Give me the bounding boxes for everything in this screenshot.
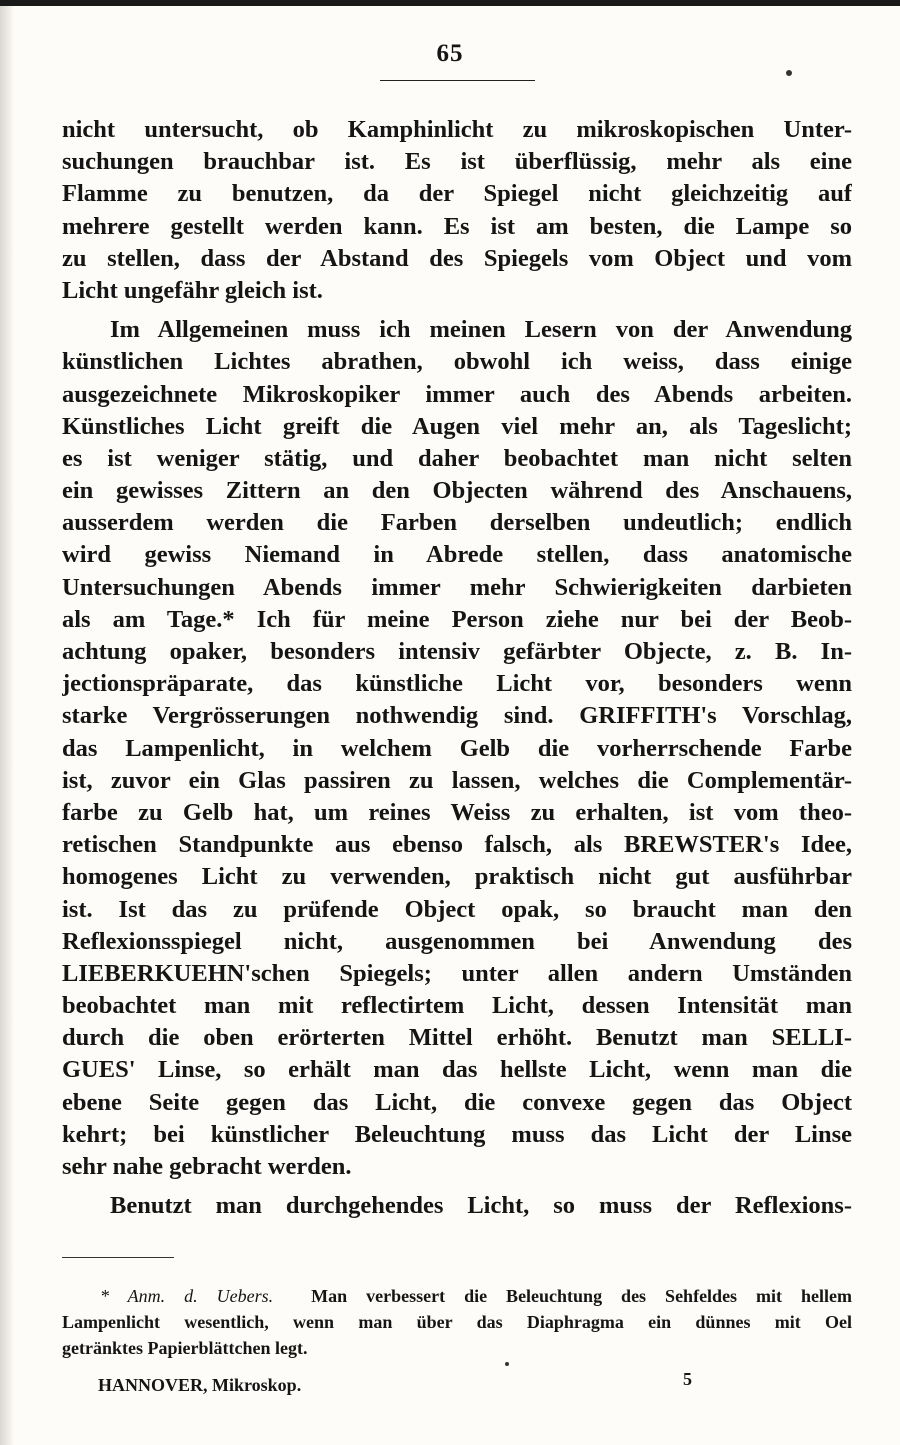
header-rule bbox=[380, 80, 535, 81]
text-line: achtung opaker, besonders intensiv gefärbter Objecte, z. B. In- bbox=[62, 638, 852, 665]
text-line: retischen Standpunkte aus ebenso falsch, als BREWSTER's Idee, bbox=[62, 831, 852, 859]
footnote-line bbox=[62, 1283, 852, 1309]
footnote bbox=[62, 1283, 852, 1361]
text-line: Künstliches Licht greift die Augen viel mehr an, als Tageslicht; bbox=[62, 412, 852, 440]
ink-speck bbox=[786, 70, 792, 76]
text-line: Benutzt man durchgehendes Licht, so muss der Reflexions- bbox=[110, 1192, 852, 1220]
text-line: nicht untersucht, ob Kamphinlicht zu mikroskopischen Unter- bbox=[62, 116, 852, 143]
text-line: Im Allgemeinen muss ich meinen Lesern von der Anwendung bbox=[110, 316, 852, 344]
ink-speck bbox=[505, 1362, 509, 1366]
text-line: jectionspräparate, das künstliche Licht vor, besonders wenn bbox=[62, 670, 852, 698]
footnote-line: getränktes Papierblättchen legt. bbox=[62, 1338, 308, 1358]
text-line: Untersuchungen Abends immer mehr Schwierigkeiten darbieten bbox=[62, 573, 852, 601]
top-border bbox=[0, 0, 900, 6]
text-line: ist, zuvor ein Glas passiren zu lassen, welches die Complementär- bbox=[62, 766, 852, 794]
text-line: Flamme zu benutzen, da der Spiegel nicht gleichzeitig auf bbox=[62, 180, 852, 208]
text-line: es ist weniger stätig, und daher beobachtet man nicht selten bbox=[62, 444, 852, 472]
text-line: ausgezeichnete Mikroskopiker immer auch des Abends arbeiten. bbox=[62, 380, 852, 408]
text-line: suchungen brauchbar ist. Es ist überflüssig, mehr als eine bbox=[62, 148, 852, 176]
text-line: beobachtet man mit reflectirtem Licht, dessen Intensität man bbox=[62, 992, 852, 1020]
text-line: künstlichen Lichtes abrathen, obwohl ich weiss, dass einige bbox=[62, 348, 852, 376]
text-line: das Lampenlicht, in welchem Gelb die vorherrschende Farbe bbox=[62, 734, 852, 762]
footnote-label: * Anm. d. Uebers. bbox=[100, 1286, 274, 1306]
text-line: ausserdem werden die Farben derselben undeutlich; endlich bbox=[62, 509, 852, 537]
signature-number: 5 bbox=[683, 1369, 692, 1389]
text-line: wird gewiss Niemand in Abrede stellen, dass anatomische bbox=[62, 541, 852, 569]
text-line: GUES' Linse, so erhält man das hellste Licht, wenn man die bbox=[62, 1056, 852, 1084]
text-line: zu stellen, dass der Abstand des Spiegels vom Object und vom bbox=[62, 244, 852, 272]
text-line: starke Vergrösserungen nothwendig sind. GRIFFITH's Vorschlag, bbox=[62, 702, 852, 730]
text-line: farbe zu Gelb hat, um reines Weiss zu erhalten, ist vom theo- bbox=[62, 798, 852, 826]
text-line: ebene Seite gegen das Licht, die convexe gegen das Object bbox=[62, 1088, 852, 1116]
text-line: LIEBERKUEHN'schen Spiegels; unter allen andern Umständen bbox=[62, 959, 852, 987]
text-line: als am Tage.* Ich für meine Person ziehe nur bei der Beob- bbox=[62, 605, 852, 633]
footnote-line: Lampenlicht wesentlich, wenn man über das Diaphragma ein dünnes mit Oel bbox=[62, 1312, 852, 1332]
text-line: ist. Ist das zu prüfende Object opak, so braucht man den bbox=[62, 895, 852, 923]
text-line: mehrere gestellt werden kann. Es ist am besten, die Lampe so bbox=[62, 212, 852, 240]
page-number: 65 bbox=[436, 40, 464, 67]
text-line: sehr nahe gebracht werden. bbox=[62, 1153, 352, 1180]
text-line: Licht ungefähr gleich ist. bbox=[62, 276, 323, 304]
signature-mark: HANNOVER, Mikroskop. bbox=[98, 1375, 302, 1395]
text-line: kehrt; bei künstlicher Beleuchtung muss das Licht der Linse bbox=[62, 1120, 852, 1148]
body-text bbox=[62, 114, 852, 1222]
footnote-text: Man verbessert die Beleuchtung des Sehfeldes mit hellem bbox=[311, 1286, 852, 1306]
text-line: ein gewisses Zittern an den Objecten während des Anschauens, bbox=[62, 477, 852, 505]
footnote-rule bbox=[62, 1257, 174, 1258]
text-line: Reflexionsspiegel nicht, ausgenommen bei Anwendung des bbox=[62, 927, 852, 955]
text-line: homogenes Licht zu verwenden, praktisch nicht gut ausführbar bbox=[62, 863, 852, 891]
text-line: durch die oben erörterten Mittel erhöht. Benutzt man SELLI- bbox=[62, 1024, 852, 1052]
page-edge-shadow bbox=[0, 0, 14, 1445]
